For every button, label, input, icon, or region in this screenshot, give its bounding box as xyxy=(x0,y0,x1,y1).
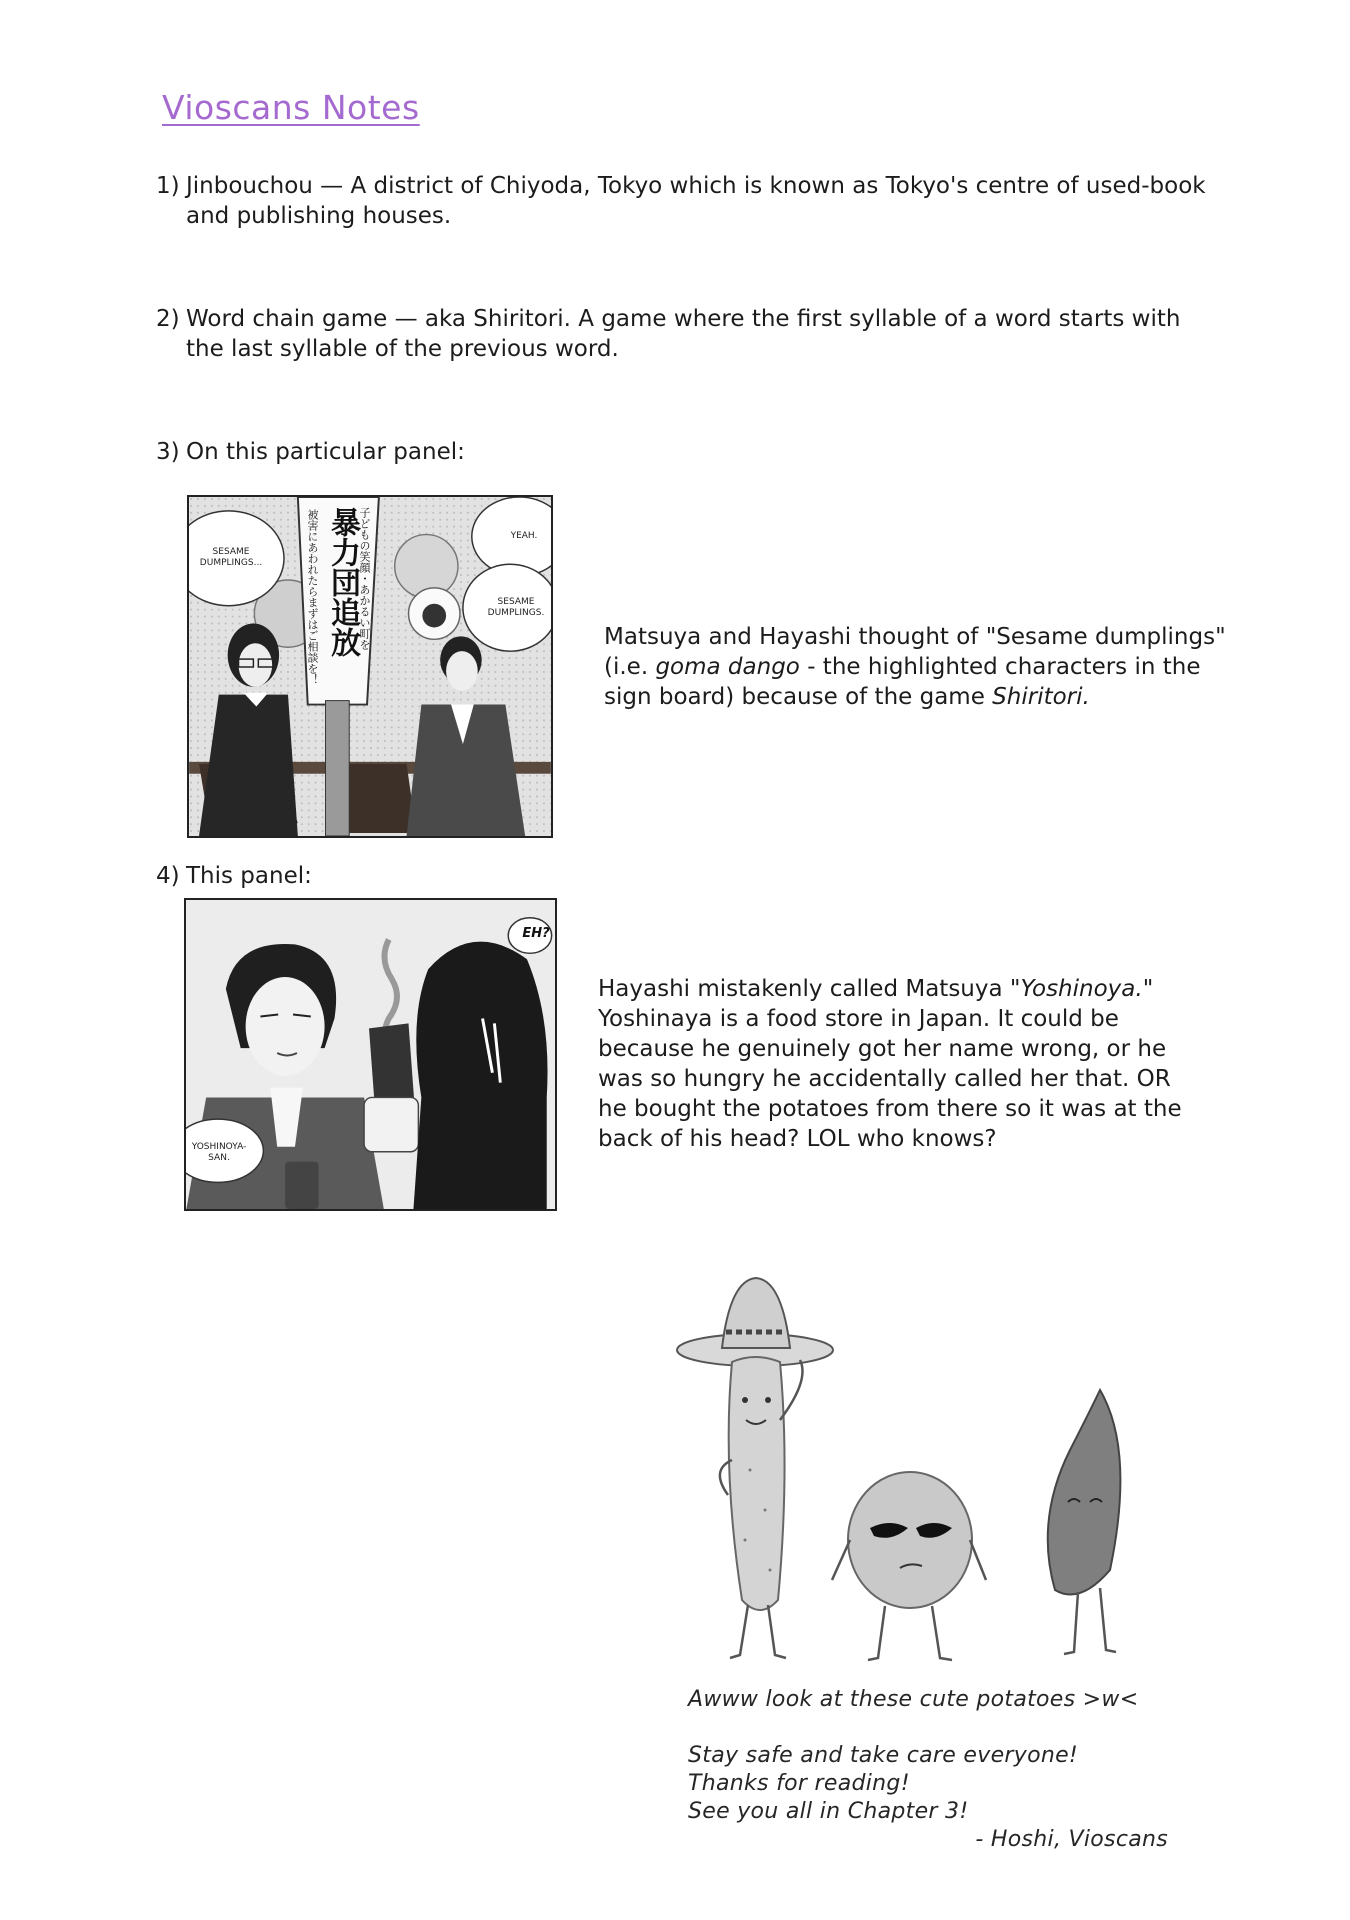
note-1 xyxy=(156,171,1206,231)
closing-message xyxy=(688,1686,1168,1854)
description-line: because he genuinely got her name wrong, or he xyxy=(598,1036,1167,1062)
note-number: 1) xyxy=(156,173,180,199)
description-line: sign board) because of the game xyxy=(604,684,993,710)
speech-bubble-yoshinoya-san: YOSHINOYA-SAN. xyxy=(191,1142,247,1163)
closing-line: Awww look at these cute potatoes >w< xyxy=(688,1687,1139,1712)
speech-bubble-sesame-dumplings-2: SESAME DUMPLINGS. xyxy=(487,597,545,618)
closing-line: Stay safe and take care everyone! xyxy=(688,1743,1079,1768)
sign-bottom-text: 被害にあわれたらまずはご相談を！ xyxy=(306,509,319,685)
description-line: - the highlighted characters in the xyxy=(799,654,1201,680)
sound-effect-eh: EH? xyxy=(522,926,550,941)
description-line: Hayashi mistakenly called Matsuya " xyxy=(598,976,1021,1002)
description-line: " xyxy=(1142,976,1154,1002)
description-line: Matsuya and Hayashi thought of "Sesame dumplings" xyxy=(604,624,1226,650)
round-potato-character xyxy=(832,1472,986,1660)
note-text: On this particular panel: xyxy=(186,439,465,465)
note-2 xyxy=(156,304,1180,364)
description-line: he bought the potatoes from there so it was at the xyxy=(598,1096,1182,1122)
sign-main-text: 暴力団追放 xyxy=(325,507,360,657)
speech-bubble-sesame-dumplings: SESAME DUMPLINGS... xyxy=(199,547,263,568)
panel-1-description xyxy=(604,622,1226,712)
description-emphasis: goma dango xyxy=(655,654,800,680)
description-line: was so hungry he accidentally called her that. OR xyxy=(598,1066,1171,1092)
signature: - Hoshi, Vioscans xyxy=(975,1827,1168,1852)
cute-potatoes-illustration xyxy=(660,1270,1180,1670)
note-text: Word chain game — aka Shiritori. A game where the first syllable of a word starts with xyxy=(186,306,1181,332)
note-text-continued: the last syllable of the previous word. xyxy=(186,336,619,362)
description-line: back of his head? LOL who knows? xyxy=(598,1126,997,1152)
long-potato-character xyxy=(720,1357,803,1658)
description-line: (i.e. xyxy=(604,654,656,680)
note-number: 3) xyxy=(156,439,180,465)
note-3 xyxy=(156,437,465,467)
description-emphasis: Yoshinoya. xyxy=(1020,976,1143,1002)
sombrero-hat xyxy=(677,1278,833,1366)
speech-bubble-yeah: YEAH. xyxy=(510,531,538,541)
closing-line: Thanks for reading! xyxy=(688,1771,910,1796)
page-title: Vioscans Notes xyxy=(162,88,420,127)
description-line: Yoshinaya is a food store in Japan. It could be xyxy=(598,1006,1119,1032)
manga-panel-yoshinoya xyxy=(184,898,557,1211)
sign-top-text: 子どもの笑顔・あかるい町を xyxy=(358,507,371,650)
note-4 xyxy=(156,861,312,891)
sweet-potato-character xyxy=(1048,1390,1121,1654)
description-emphasis: Shiritori. xyxy=(992,684,1090,710)
panel-2-description xyxy=(598,974,1182,1154)
note-text-continued: and publishing houses. xyxy=(186,203,452,229)
note-text: This panel: xyxy=(186,863,312,889)
manga-panel-sesame-dumplings xyxy=(187,495,553,838)
note-number: 2) xyxy=(156,306,180,332)
note-text: Jinbouchou — A district of Chiyoda, Tokyo which is known as Tokyo's centre of used-book xyxy=(186,173,1206,199)
note-number: 4) xyxy=(156,863,180,889)
closing-line: See you all in Chapter 3! xyxy=(688,1799,969,1824)
